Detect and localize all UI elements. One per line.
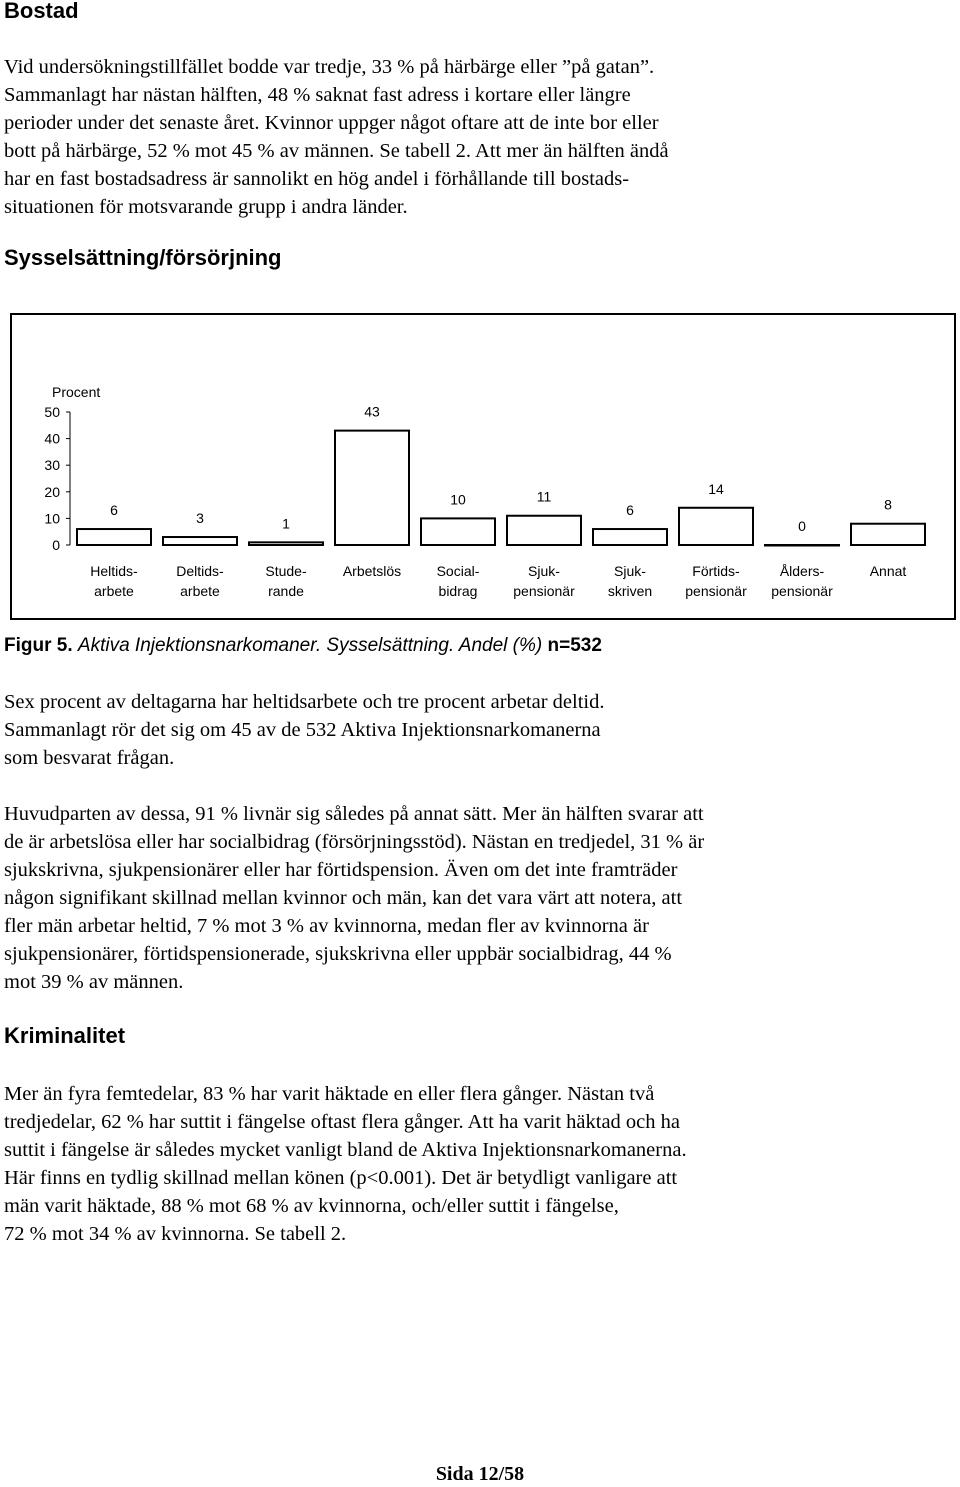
y-axis-label: Procent: [52, 384, 101, 400]
x-tick-label: Social-: [436, 563, 480, 579]
figure-number: Figur 5.: [4, 635, 73, 656]
x-tick-label: skriven: [607, 583, 653, 599]
bar-value-label: 3: [196, 510, 204, 527]
text-line: de är arbetslösa eller har socialbidrag (försörjningsstöd). Nästan en tredjedel, 31 % är: [4, 831, 705, 853]
x-tick-label: arbete: [180, 583, 220, 599]
bar: [765, 545, 839, 546]
text-line: män varit häktade, 88 % mot 68 % av kvinnorna, och/eller suttit i fängelse,: [4, 1195, 619, 1217]
bar: [593, 529, 667, 545]
bar-value-label: 8: [884, 496, 892, 513]
x-tick-label: bidrag: [438, 583, 478, 599]
text-line: någon signifikant skillnad mellan kvinnor och män, kan det vara värt att notera, att: [4, 887, 683, 909]
y-tick-label: 30: [44, 457, 60, 474]
y-tick-label: 50: [44, 404, 60, 420]
text-line: Mer än fyra femtedelar, 83 % har varit häktade en eller flera gånger. Nästan två: [4, 1083, 655, 1105]
bar: [851, 524, 925, 545]
bar-value-label: 11: [536, 488, 552, 505]
section-heading-kriminalitet: Kriminalitet: [4, 1023, 126, 1048]
x-tick-label: rande: [268, 583, 304, 599]
text-line: tredjedelar, 62 % har suttit i fängelse oftast flera gånger. Att ha varit häktad och ha: [4, 1111, 680, 1133]
paragraph-employment: [4, 688, 944, 772]
x-tick-label: Förtids-: [692, 563, 740, 579]
bar: [421, 518, 495, 545]
paragraph-support: [4, 800, 944, 996]
bar: [507, 516, 581, 545]
text-line: Vid undersökningstillfället bodde var tredje, 33 % på härbärge eller ”på gatan”.: [4, 56, 655, 78]
x-tick-label: pensionär: [771, 583, 833, 599]
bar: [77, 529, 151, 545]
x-tick-label: pensionär: [685, 583, 747, 599]
x-tick-label: Sjuk-: [614, 563, 646, 579]
x-tick-label: pensionär: [513, 583, 575, 599]
paragraph-kriminalitet: [4, 1080, 944, 1248]
text-line: sjukskrivna, sjukpensionärer eller har förtidspension. Även om det inte framträder: [4, 859, 678, 881]
bar-chart: [10, 313, 956, 620]
y-tick-label: 0: [52, 537, 60, 553]
x-tick-label: Annat: [869, 563, 907, 579]
x-tick-label: Arbetslös: [342, 563, 402, 579]
y-tick-label: 40: [44, 430, 60, 447]
x-tick-label: Sjuk-: [528, 563, 560, 579]
figure-sample-size: n=532: [547, 635, 602, 656]
text-line: Sex procent av deltagarna har heltidsarbete och tre procent arbetar deltid.: [4, 691, 605, 713]
x-tick-label: Stude-: [265, 563, 307, 579]
text-line: situationen för motsvarande grupp i andra länder.: [4, 196, 408, 218]
bar-value-label: 6: [626, 502, 634, 519]
text-line: Sammanlagt har nästan hälften, 48 % saknat fast adress i kortare eller längre: [4, 84, 631, 106]
section-heading-bostad: Bostad: [4, 0, 79, 23]
text-line: suttit i fängelse är således mycket vanligt bland de Aktiva Injektionsnarkomanerna.: [4, 1139, 687, 1161]
figure-caption: [4, 635, 602, 657]
text-line: sjukpensionärer, förtidspensionerade, sjukskrivna eller uppbär socialbidrag, 44 %: [4, 943, 672, 965]
text-line: Huvudparten av dessa, 91 % livnär sig således på annat sätt. Mer än hälften svarar att: [4, 803, 704, 825]
bar-value-label: 43: [364, 403, 380, 420]
text-line: som besvarat frågan.: [4, 747, 175, 769]
text-line: mot 39 % av männen.: [4, 971, 184, 993]
paragraph-bostad: [4, 53, 944, 221]
bar: [335, 431, 409, 545]
bar-value-label: 10: [450, 491, 466, 508]
text-line: fler män arbetar heltid, 7 % mot 3 % av kvinnorna, medan fler av kvinnorna är: [4, 915, 649, 937]
text-line: bott på härbärge, 52 % mot 45 % av männen. Se tabell 2. Att mer än hälften ändå: [4, 140, 669, 162]
y-tick-label: 20: [44, 483, 60, 500]
bar-value-label: 0: [798, 518, 806, 534]
x-tick-label: Ålders-: [779, 563, 825, 579]
bar-value-label: 1: [282, 515, 290, 532]
text-line: 72 % mot 34 % av kvinnorna. Se tabell 2.: [4, 1223, 347, 1245]
text-line: Här finns en tydlig skillnad mellan könen (p<0.001). Det är betydligt vanligare att: [4, 1167, 678, 1189]
bar-value-label: 6: [110, 502, 118, 519]
section-heading-sysselsattning: Sysselsättning/försörjning: [4, 245, 282, 270]
bar: [249, 542, 323, 545]
bar: [163, 537, 237, 545]
figure-title: Aktiva Injektionsnarkomaner. Sysselsättning. Andel (%): [77, 635, 543, 656]
text-line: perioder under det senaste året. Kvinnor uppger något oftare att de inte bor eller: [4, 112, 659, 134]
bar-value-label: 14: [708, 480, 724, 497]
x-tick-label: Deltids-: [176, 563, 224, 579]
text-line: Sammanlagt rör det sig om 45 av de 532 Aktiva Injektionsnarkomanerna: [4, 719, 601, 741]
text-line: har en fast bostadsadress är sannolikt en hög andel i förhållande till bostads-: [4, 168, 630, 190]
page-number: Sida 12/58: [435, 1463, 525, 1485]
y-tick-label: 10: [44, 510, 60, 527]
x-tick-label: Heltids-: [90, 563, 138, 579]
bar: [679, 508, 753, 545]
x-tick-label: arbete: [94, 583, 134, 599]
